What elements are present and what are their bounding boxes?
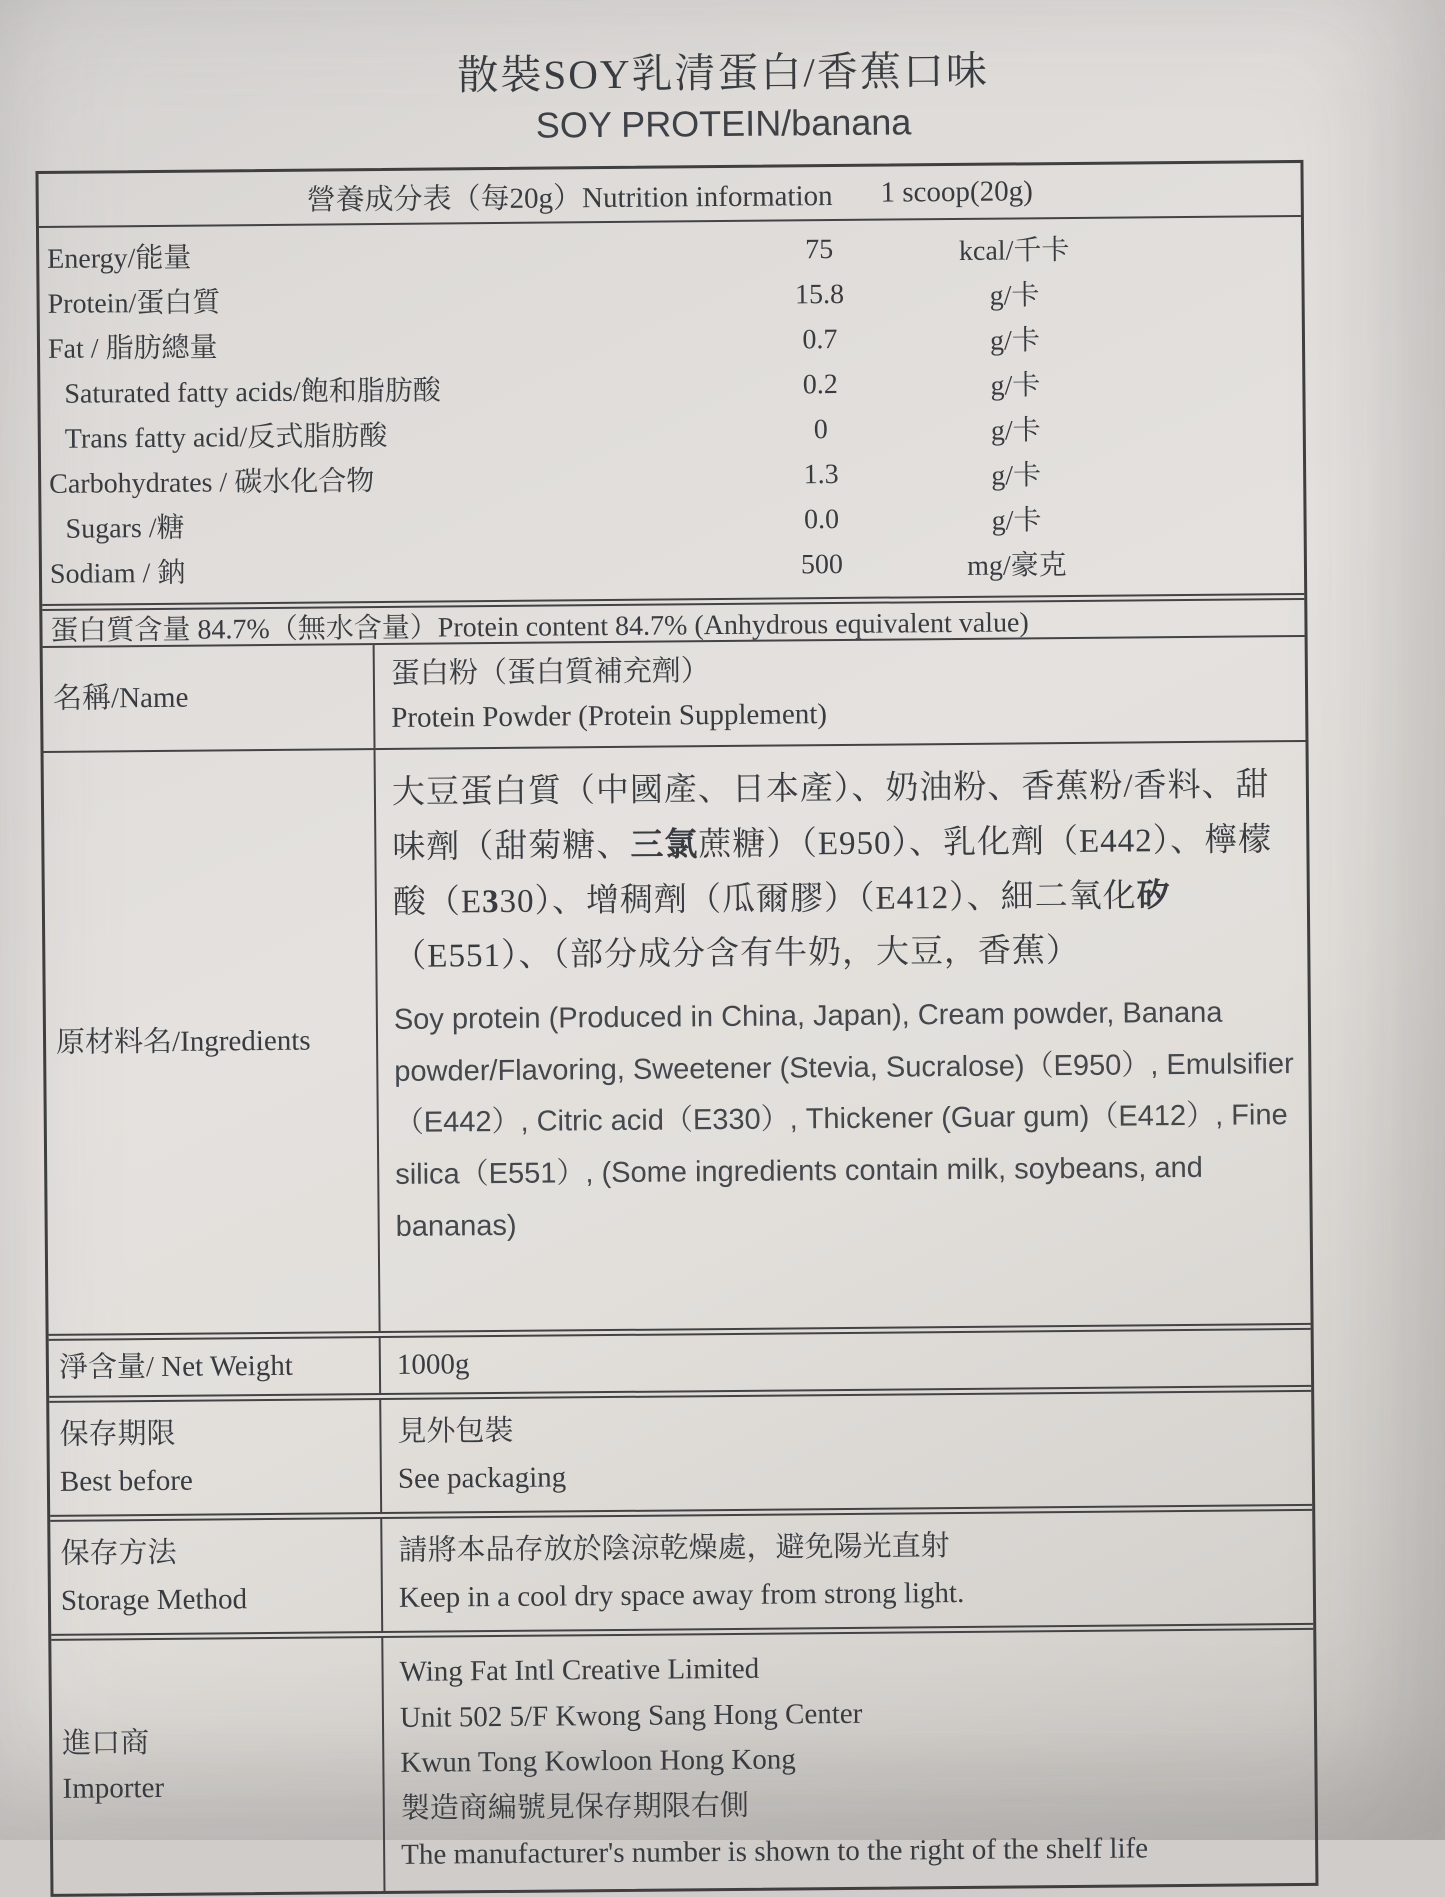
name-value [375, 637, 1306, 748]
nutrient-label: Carbohydrates / 碳水化合物 [49, 465, 375, 500]
ingredients-en: Soy protein (Produced in China, Japan), Cream powder, Banana powder/Flavoring, Sweetener (Stevia, Sucralose)（E950）, Emulsifier（E442）, Citric acid（E330）, Thickener (Guar gum)（E412）, Fine silica（E551）, (Some ingredients contain milk, soybeans, and bananas) [393, 996, 1294, 1243]
nutrient-value: 1.3 [803, 458, 839, 490]
ingredients-row [44, 740, 1311, 1334]
nutrient-unit: g/卡 [991, 504, 1042, 537]
nutrient-value: 15.8 [794, 278, 845, 310]
importer-line: Unit 502 5/F Kwong Sang Hong Center [399, 1697, 863, 1734]
nutrient-value: 0 [813, 413, 828, 445]
nutrient-unit: g/卡 [989, 279, 1040, 312]
name-row [43, 635, 1306, 751]
best-before-en: See packaging [397, 1461, 567, 1495]
nutrient-value: 75 [805, 233, 834, 265]
nutrient-unit: g/卡 [990, 414, 1041, 447]
storage-en: Keep in a cool dry space away from strong light. [398, 1576, 965, 1614]
importer-line: Kwun Tong Kowloon Hong Kong [400, 1743, 796, 1780]
nutrient-label: Saturated fatty acids/飽和脂肪酸 [64, 374, 441, 410]
nutrient-label: Fat / 脂肪總量 [47, 331, 218, 365]
nutrient-value: 0.7 [802, 323, 838, 355]
ingredients-value [376, 742, 1311, 1331]
best-before-value [381, 1392, 1312, 1512]
storage-method-value [382, 1511, 1313, 1631]
best-before-row [49, 1385, 1312, 1515]
storage-method-label: 保存方法 Storage Method [50, 1519, 383, 1634]
nutrient-unit: g/卡 [990, 369, 1041, 402]
nutrient-value: 500 [800, 548, 844, 580]
nutrient-label: Energy/能量 [47, 242, 192, 275]
nutrient-value: 0.0 [803, 503, 840, 535]
name-en: Protein Powder (Protein Supplement) [391, 697, 828, 734]
best-before-zh: 見外包裝 [397, 1414, 514, 1448]
nutrition-row-sodium [42, 538, 1304, 594]
product-info-table [35, 160, 1318, 1897]
nutrient-label: Protein/蛋白質 [47, 286, 221, 320]
net-weight-label: 淨含量/ Net Weight [49, 1338, 381, 1396]
nutrient-label: Sugars /糖 [65, 512, 185, 545]
title-block [0, 34, 1445, 152]
importer-row [51, 1623, 1315, 1894]
nutrient-unit: kcal/千卡 [958, 234, 1070, 267]
best-before-label: 保存期限 Best before [49, 1400, 382, 1515]
nutrient-unit: mg/豪克 [967, 549, 1067, 582]
nutrition-facts [39, 215, 1304, 604]
serving-size: 1 scoop(20g) [880, 174, 1033, 209]
nutrient-label: Trans fatty acid/反式脂肪酸 [64, 420, 388, 455]
net-weight-value: 1000g [396, 1348, 470, 1382]
importer-label: 進口商 Importer [51, 1638, 385, 1894]
storage-method-row [50, 1504, 1313, 1634]
nutrition-table-title: 營養成分表（每20g）Nutrition information [306, 179, 833, 217]
importer-line: The manufacturer's number is shown to the right of the shelf life [401, 1832, 1149, 1871]
nutrient-unit: g/卡 [991, 459, 1042, 492]
net-weight-row [49, 1323, 1311, 1396]
ingredients-zh: 大豆蛋白質（中國產、日本產）、奶油粉、香蕉粉/香料、甜味劑（甜菊糖、三氯蔗糖）（E950）、乳化劑（E442）、檸檬酸（E330）、增稠劑（瓜爾膠）（E412）、細二氧化矽（E551）、（部分成分含有牛奶，大豆，香蕉） [391, 767, 1273, 976]
protein-content-text: 蛋白質含量 84.7%（無水含量）Protein content 84.7% (Anhydrous equivalent value) [50, 606, 1029, 647]
nutrient-unit: g/卡 [989, 324, 1041, 357]
name-zh: 蛋白粉（蛋白質補充劑） [390, 655, 711, 690]
importer-value [383, 1630, 1315, 1891]
ingredients-label: 原材料名/Ingredients [44, 750, 381, 1334]
importer-line: Wing Fat Intl Creative Limited [399, 1652, 760, 1688]
page-title: 散裝SOY乳清蛋白/香蕉口味 [457, 47, 990, 99]
importer-line: 製造商編號見保存期限右側 [400, 1790, 749, 1826]
nutrient-value: 0.2 [802, 368, 838, 400]
nutrient-label: Sodiam / 鈉 [49, 557, 186, 590]
page-subtitle: SOY PROTEIN/banana [535, 101, 912, 146]
storage-zh: 請將本品存放於陰涼乾燥處，避免陽光直射 [398, 1530, 950, 1567]
name-label: 名稱/Name [43, 645, 376, 751]
